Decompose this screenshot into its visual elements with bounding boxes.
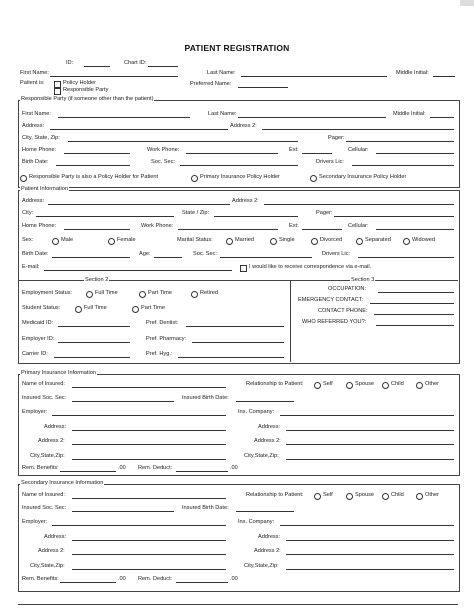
id-label: ID: bbox=[66, 60, 74, 66]
rp-drivers-lic-field[interactable] bbox=[352, 165, 454, 166]
pt-city-label: City: bbox=[22, 210, 34, 216]
sec-employer-label: Employer: bbox=[22, 519, 48, 525]
pt-state-zip-label: State / Zip: bbox=[182, 210, 210, 216]
pt-ext-label: Ext: bbox=[289, 223, 299, 229]
section-vertical-divider bbox=[290, 280, 291, 362]
sec-name-insured-label: Name of Insured: bbox=[22, 492, 65, 498]
pri-rem-deduct-field[interactable] bbox=[176, 471, 228, 472]
pref-hyg-label: Pref. Hyg.: bbox=[146, 351, 173, 357]
who-referred-label: WHO REFERRED YOU?: bbox=[302, 319, 367, 325]
sec-rem-deduct-label: Rem. Deduct: bbox=[138, 576, 173, 582]
preferred-name-label: Preferred Name: bbox=[190, 81, 232, 87]
last-name-label: Last Name: bbox=[207, 70, 236, 76]
policy-holder-label: Policy Holder bbox=[63, 80, 96, 86]
pri-city-label: City,State,Zip: bbox=[30, 453, 65, 459]
first-name-label: First Name: bbox=[20, 70, 49, 76]
sec-ins-address2-label: Address 2: bbox=[254, 548, 281, 554]
sec-relationship-label: Relationship to Patient: bbox=[246, 492, 304, 498]
rp-home-phone-label: Home Phone: bbox=[22, 147, 57, 153]
pt-drivers-lic-field[interactable] bbox=[358, 257, 454, 258]
pt-soc-sec-field[interactable] bbox=[220, 257, 312, 258]
pt-work-phone-label: Work Phone: bbox=[141, 223, 174, 229]
employment-part-time-radio[interactable] bbox=[139, 291, 146, 298]
sec-rem-deduct-field[interactable] bbox=[176, 582, 228, 583]
carrier-id-label: Carrier ID: bbox=[22, 351, 48, 357]
student-status-label: Student Status: bbox=[22, 305, 61, 311]
responsible-party-header: Responsible Party (if someone other than the patient) bbox=[21, 96, 154, 102]
sec-child-label: Child bbox=[391, 492, 404, 498]
rp-secondary-holder-label: Secondary Insurance Policy Holder bbox=[319, 174, 407, 180]
pri-address-label: Address: bbox=[44, 424, 67, 430]
sec-ins-address-label: Address: bbox=[258, 534, 281, 540]
sec-ins-company-label: Ins. Company: bbox=[238, 519, 275, 525]
pt-address2-field[interactable] bbox=[264, 204, 454, 205]
rp-pager-label: Pager: bbox=[328, 135, 345, 141]
sec-ins-company-field[interactable] bbox=[280, 525, 454, 526]
pt-city-field[interactable] bbox=[36, 216, 174, 217]
responsible-party-checkbox[interactable] bbox=[54, 88, 61, 95]
employment-status-label: Employment Status: bbox=[22, 290, 73, 296]
pri-address2-label: Address 2: bbox=[38, 438, 65, 444]
rp-primary-holder-radio[interactable] bbox=[191, 175, 198, 182]
pt-cellular-field[interactable] bbox=[376, 229, 454, 230]
sec-rem-benefits-label: Rem. Benefits: bbox=[22, 576, 59, 582]
pri-ins-city-label: City,State,Zip: bbox=[244, 453, 279, 459]
pri-other-radio[interactable] bbox=[416, 382, 423, 389]
rp-birth-date-field[interactable] bbox=[56, 165, 130, 166]
sec-address2-field[interactable] bbox=[72, 554, 226, 555]
pri-insured-birth-label: Insured Birth Date: bbox=[182, 395, 229, 401]
sec-insured-birth-field[interactable] bbox=[236, 511, 294, 512]
secondary-insurance-section bbox=[18, 484, 460, 592]
pri-ins-company-field[interactable] bbox=[280, 415, 454, 416]
pri-spouse-radio[interactable] bbox=[346, 382, 353, 389]
pri-self-label: Self bbox=[323, 381, 333, 387]
pt-age-label: Age: bbox=[139, 251, 151, 257]
pt-soc-sec-label: Soc. Sec: bbox=[193, 251, 217, 257]
pt-pager-field[interactable] bbox=[334, 216, 454, 217]
rp-soc-sec-label: Soc. Sec: bbox=[151, 159, 175, 165]
rp-also-policy-holder-radio[interactable] bbox=[20, 175, 27, 182]
pri-rem-benefits-value: .00 bbox=[118, 465, 126, 471]
pt-separated-label: Separated bbox=[365, 237, 391, 243]
sec-insured-soc-field[interactable] bbox=[72, 511, 174, 512]
rp-address2-field[interactable] bbox=[262, 129, 454, 130]
student-full-time-radio[interactable] bbox=[75, 306, 82, 313]
pt-female-radio[interactable] bbox=[108, 238, 115, 245]
pt-email-field[interactable] bbox=[44, 270, 232, 271]
pt-address-field[interactable] bbox=[48, 204, 230, 205]
rp-ext-field[interactable] bbox=[302, 153, 332, 154]
pt-email-opt-checkbox[interactable] bbox=[240, 265, 247, 272]
pt-cellular-label: Cellular: bbox=[348, 223, 369, 229]
pt-address-label: Address: bbox=[22, 198, 45, 204]
sec-ins-address2-field[interactable] bbox=[286, 554, 454, 555]
employment-retired-label: Retired bbox=[200, 290, 219, 296]
emergency-contact-label: EMERGENCY CONTACT: bbox=[298, 297, 364, 303]
who-referred-field[interactable] bbox=[376, 325, 454, 326]
pt-marital-status-label: Marital Status: bbox=[177, 237, 213, 243]
pri-rem-deduct-value: .00 bbox=[230, 465, 238, 471]
pt-address2-label: Address 2: bbox=[232, 198, 259, 204]
rp-middle-initial-label: Middle Initial: bbox=[393, 111, 426, 117]
sec-self-label: Self bbox=[323, 492, 333, 498]
patient-information-header: Patient Information bbox=[21, 186, 68, 192]
sec-self-radio[interactable] bbox=[314, 493, 321, 500]
pri-ins-address-field[interactable] bbox=[286, 430, 454, 431]
rp-city-state-zip-label: City, State, Zip: bbox=[22, 135, 60, 141]
pri-address2-field[interactable] bbox=[72, 444, 226, 445]
rp-home-phone-field[interactable] bbox=[64, 153, 130, 154]
pt-home-phone-field[interactable] bbox=[64, 229, 130, 230]
section2-label: Section 2 bbox=[85, 277, 109, 283]
pt-sex-label: Sex: bbox=[22, 237, 34, 243]
pri-employer-label: Employer: bbox=[22, 409, 48, 415]
pt-birth-date-field[interactable] bbox=[52, 257, 130, 258]
middle-initial-field[interactable] bbox=[433, 76, 455, 77]
contact-phone-field[interactable] bbox=[374, 314, 454, 315]
pt-single-label: Single bbox=[279, 237, 295, 243]
pri-rem-benefits-field[interactable] bbox=[60, 471, 116, 472]
sec-rem-benefits-value: .00 bbox=[118, 576, 126, 582]
sec-spouse-radio[interactable] bbox=[346, 493, 353, 500]
pt-widowed-radio[interactable] bbox=[403, 238, 410, 245]
pri-name-insured-field[interactable] bbox=[72, 387, 226, 388]
bottom-rule bbox=[18, 604, 458, 605]
pri-rem-deduct-label: Rem. Deduct: bbox=[138, 465, 173, 471]
sec-other-label: Other bbox=[425, 492, 439, 498]
pri-address-field[interactable] bbox=[72, 430, 226, 431]
sec-ins-city-label: City,State,Zip: bbox=[244, 563, 279, 569]
carrier-id-field[interactable] bbox=[54, 357, 130, 358]
employment-full-time-label: Full Time bbox=[95, 290, 118, 296]
pri-child-radio[interactable] bbox=[382, 382, 389, 389]
pri-other-label: Other bbox=[425, 381, 439, 387]
sec-name-insured-field[interactable] bbox=[72, 498, 226, 499]
pt-ext-field[interactable] bbox=[302, 229, 342, 230]
first-name-field[interactable] bbox=[50, 76, 178, 77]
student-full-time-label: Full Time bbox=[84, 305, 107, 311]
primary-insurance-header: Primary Insurance Information bbox=[21, 370, 96, 376]
pt-pager-label: Pager: bbox=[316, 210, 333, 216]
rp-ext-label: Ext: bbox=[289, 147, 299, 153]
medicaid-id-field[interactable] bbox=[58, 326, 130, 327]
student-part-time-radio[interactable] bbox=[132, 306, 139, 313]
pref-hyg-field[interactable] bbox=[178, 357, 284, 358]
pt-birth-date-label: Birth Date: bbox=[22, 251, 49, 257]
pri-ins-city-field[interactable] bbox=[286, 459, 454, 460]
page-title: PATIENT REGISTRATION bbox=[184, 43, 290, 53]
patient-is-label: Patient is: bbox=[20, 80, 45, 86]
chart-id-label: Chart ID: bbox=[124, 60, 147, 66]
pref-pharmacy-field[interactable] bbox=[192, 342, 284, 343]
preferred-name-field[interactable] bbox=[238, 87, 288, 88]
primary-insurance-section bbox=[18, 374, 460, 476]
rp-work-phone-label: Work Phone: bbox=[147, 147, 180, 153]
medicaid-id-label: Medicaid ID: bbox=[22, 320, 54, 326]
employer-id-label: Employer ID: bbox=[22, 336, 55, 342]
pt-divorced-label: Divorced bbox=[320, 237, 343, 243]
pri-self-radio[interactable] bbox=[314, 382, 321, 389]
middle-initial-label: Middle Initial: bbox=[396, 70, 429, 76]
student-part-time-label: Part Time bbox=[141, 305, 165, 311]
pri-insured-soc-field[interactable] bbox=[72, 401, 174, 402]
pri-ins-company-label: Ins. Company: bbox=[238, 409, 275, 415]
pt-email-label: E-mail: bbox=[22, 264, 40, 270]
pref-pharmacy-label: Pref. Pharmacy: bbox=[146, 336, 187, 342]
pref-dentist-field[interactable] bbox=[186, 326, 284, 327]
pt-state-zip-field[interactable] bbox=[214, 216, 298, 217]
rp-address2-label: Address 2: bbox=[230, 123, 257, 129]
employment-retired-radio[interactable] bbox=[191, 291, 198, 298]
rp-city-state-zip-field[interactable] bbox=[68, 141, 298, 142]
occupation-label: OCCUPATION: bbox=[328, 286, 367, 292]
contact-phone-label: CONTACT PHONE: bbox=[318, 308, 368, 314]
last-name-field[interactable] bbox=[241, 76, 387, 77]
pt-male-radio[interactable] bbox=[52, 238, 59, 245]
policy-holder-checkbox[interactable] bbox=[54, 81, 61, 88]
rp-work-phone-field[interactable] bbox=[186, 153, 278, 154]
sec-employer-field[interactable] bbox=[52, 525, 226, 526]
sec-other-radio[interactable] bbox=[416, 493, 423, 500]
rp-first-name-label: First Name: bbox=[22, 111, 51, 117]
pri-child-label: Child bbox=[391, 381, 404, 387]
responsible-party-label: Responsible Party bbox=[63, 87, 109, 93]
employment-part-time-label: Part Time bbox=[148, 290, 172, 296]
pt-home-phone-label: Home Phone: bbox=[22, 223, 57, 229]
sec-insured-soc-label: Insured Soc. Sec: bbox=[22, 505, 67, 511]
id-field[interactable] bbox=[84, 66, 110, 67]
pri-ins-address2-field[interactable] bbox=[286, 444, 454, 445]
sec-rem-benefits-field[interactable] bbox=[60, 582, 116, 583]
pt-age-field[interactable] bbox=[154, 257, 182, 258]
pri-spouse-label: Spouse bbox=[355, 381, 374, 387]
rp-cellular-field[interactable] bbox=[376, 153, 454, 154]
sec-rem-deduct-value: .00 bbox=[230, 576, 238, 582]
emergency-contact-field[interactable] bbox=[370, 303, 454, 304]
rp-cellular-label: Cellular: bbox=[348, 147, 369, 153]
pri-ins-address2-label: Address 2: bbox=[254, 438, 281, 444]
rp-pager-field[interactable] bbox=[346, 141, 454, 142]
pt-divorced-radio[interactable] bbox=[311, 238, 318, 245]
pri-ins-address-label: Address: bbox=[258, 424, 281, 430]
rp-address-field[interactable] bbox=[50, 129, 228, 130]
rp-drivers-lic-label: Drivers Lic: bbox=[316, 159, 344, 165]
pt-email-opt-label: I would like to receive correspondence via e-mail. bbox=[249, 264, 372, 270]
sec-address2-label: Address 2: bbox=[38, 548, 65, 554]
employer-id-field[interactable] bbox=[58, 342, 130, 343]
section3-label: Section 3 bbox=[351, 277, 375, 283]
sec-city-field[interactable] bbox=[72, 569, 226, 570]
rp-primary-holder-label: Primary Insurance Policy Holder bbox=[200, 174, 280, 180]
rp-last-name-label: Last Name: bbox=[208, 111, 237, 117]
occupation-field[interactable] bbox=[378, 292, 454, 293]
rp-secondary-holder-radio[interactable] bbox=[310, 175, 317, 182]
rp-middle-initial-field[interactable] bbox=[430, 117, 454, 118]
pt-married-radio[interactable] bbox=[226, 238, 233, 245]
pri-insured-soc-label: Insured Soc. Sec: bbox=[22, 395, 67, 401]
sec-city-label: City,State,Zip: bbox=[30, 563, 65, 569]
rp-soc-sec-field[interactable] bbox=[180, 165, 298, 166]
pt-female-label: Female bbox=[117, 237, 136, 243]
sec-address-field[interactable] bbox=[72, 540, 226, 541]
chart-id-field[interactable] bbox=[148, 66, 178, 67]
sec-insured-birth-label: Insured Birth Date: bbox=[182, 505, 229, 511]
sec-spouse-label: Spouse bbox=[355, 492, 374, 498]
pt-separated-radio[interactable] bbox=[356, 238, 363, 245]
pt-drivers-lic-label: Drivers Lic: bbox=[322, 251, 350, 257]
pri-name-insured-label: Name of Insured: bbox=[22, 381, 65, 387]
rp-also-policy-holder-label: Responsible Party is also a Policy Holder for Patient bbox=[29, 174, 159, 180]
pri-employer-field[interactable] bbox=[52, 415, 226, 416]
sec-ins-city-field[interactable] bbox=[286, 569, 454, 570]
pt-widowed-label: Widowed bbox=[412, 237, 436, 243]
pref-dentist-label: Pref. Dentist: bbox=[146, 320, 179, 326]
pri-city-field[interactable] bbox=[72, 459, 226, 460]
pt-married-label: Married bbox=[235, 237, 254, 243]
rp-first-name-field[interactable] bbox=[58, 117, 190, 118]
pri-rem-benefits-label: Rem. Benefits: bbox=[22, 465, 59, 471]
rp-last-name-field[interactable] bbox=[238, 117, 386, 118]
rp-birth-date-label: Birth Date: bbox=[22, 159, 49, 165]
sec-address-label: Address: bbox=[44, 534, 67, 540]
pri-relationship-label: Relationship to Patient: bbox=[246, 381, 304, 387]
secondary-insurance-header: Secondary Insurance Information bbox=[21, 480, 104, 486]
scan-corner-mark bbox=[460, 0, 474, 6]
pt-single-radio[interactable] bbox=[270, 238, 277, 245]
pt-work-phone-field[interactable] bbox=[178, 229, 278, 230]
sec-ins-address-field[interactable] bbox=[286, 540, 454, 541]
employment-full-time-radio[interactable] bbox=[86, 291, 93, 298]
pt-male-label: Male bbox=[61, 237, 74, 243]
pri-insured-birth-field[interactable] bbox=[236, 401, 294, 402]
sec-child-radio[interactable] bbox=[382, 493, 389, 500]
rp-address-label: Address: bbox=[22, 123, 45, 129]
